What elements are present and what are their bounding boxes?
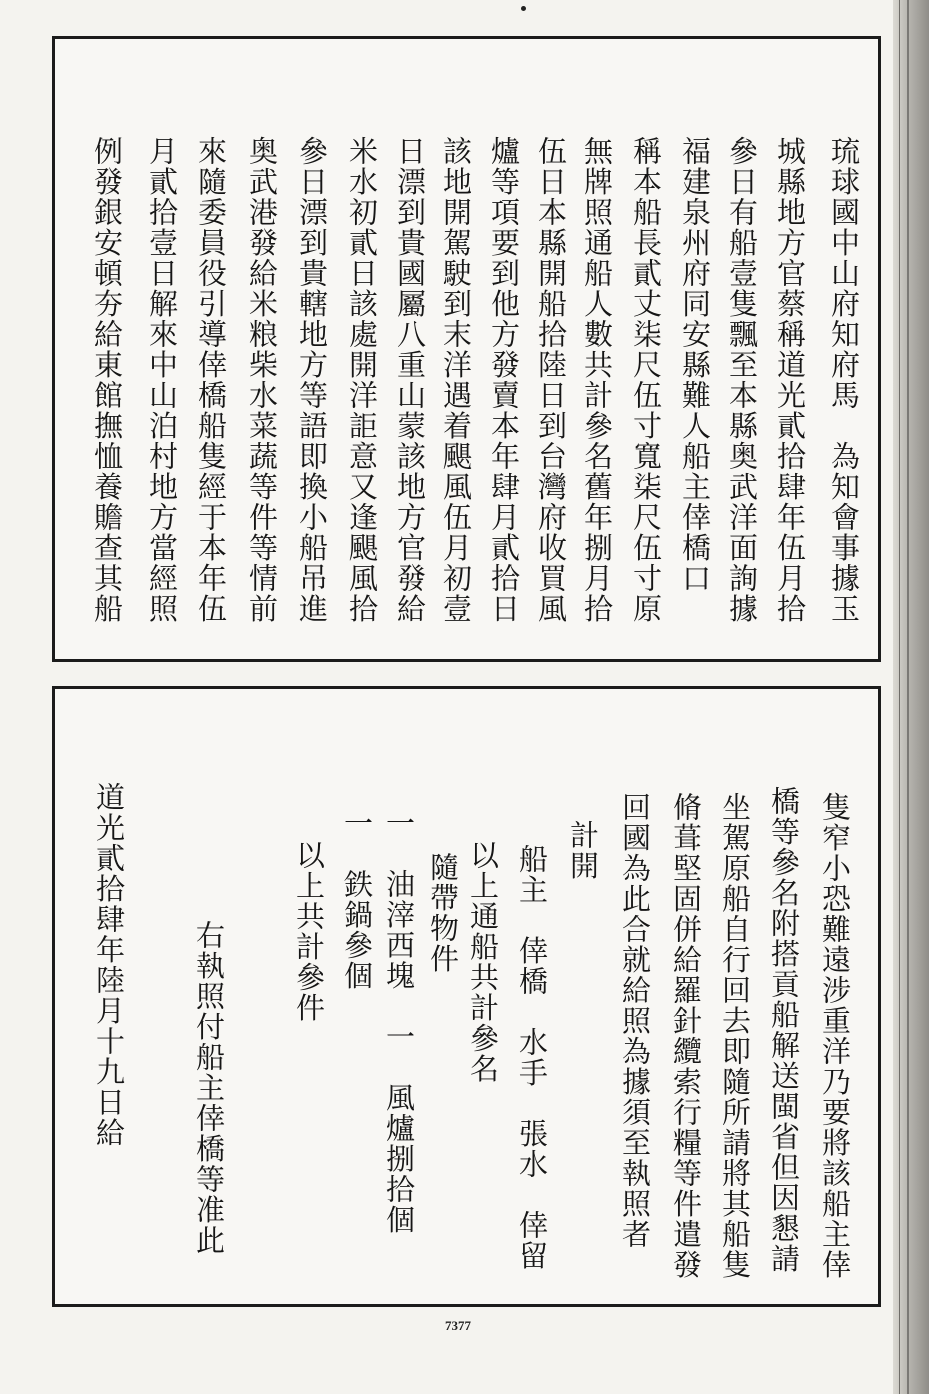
text-column: 奥武港發給米粮柴水菜蔬等件等情前 <box>245 136 279 624</box>
scan-binding-edge <box>893 0 929 1394</box>
text-column: 脩葺堅固併給羅針纜索行糧等件遣發 <box>669 792 703 1280</box>
cargo-line: 一 油滓西塊 一 風爐捌拾個 <box>382 808 416 1235</box>
text-column: 橋等參名附搭貢船解送閩省但因懇請 <box>767 786 801 1274</box>
cargo-heading: 隨帶物件 <box>426 852 460 974</box>
page-number: 7377 <box>445 1318 471 1333</box>
date-line: 道光貳拾肆年陸月十九日給 <box>92 782 126 1148</box>
text-column: 月貳拾壹日解來中山泊村地方當經照 <box>145 136 179 624</box>
cargo-total: 以上共計參件 <box>292 840 326 1023</box>
text-column: 日漂到貴國屬八重山蒙該地方官發給 <box>393 136 427 624</box>
text-column: 回國為此合就給照為據須至執照者 <box>618 792 652 1250</box>
text-column: 福建泉州府同安縣難人船主倖橋口 <box>678 136 712 594</box>
text-column: 該地開駕駛到末洋遇着颶風伍月初壹 <box>439 136 473 624</box>
text-column: 稱本船長貳丈柒尺伍寸寬柒尺伍寸原 <box>629 136 663 624</box>
crew-total: 以上通船共計參名 <box>466 840 500 1084</box>
text-column: 例發銀安頓夯給東館撫恤養贍查其船 <box>90 136 124 624</box>
text-column: 城縣地方官蔡稱道光貳拾肆年伍月拾 <box>773 136 807 624</box>
text-column: 爐等項要到他方發賣本年肆月貳拾日 <box>487 136 521 624</box>
text-column: 伍日本縣開船拾陸日到台灣府收買風 <box>534 136 568 624</box>
ink-dot <box>521 6 526 11</box>
text-column: 坐駕原船自行回去即隨所請將其船隻 <box>718 792 752 1280</box>
text-column: 琉球國中山府知府馬 為知會事據玉 <box>827 136 861 624</box>
text-column: 無牌照通船人數共計參名舊年捌月拾 <box>580 136 614 624</box>
text-column: 參日有船壹隻飄至本縣奥武洋面詢據 <box>725 136 759 624</box>
list-heading: 計開 <box>566 820 600 881</box>
text-column: 隻窄小恐難遠涉重洋乃要將該船主倖 <box>818 792 852 1280</box>
text-column: 米水初貳日該處開洋詎意又逢颶風拾 <box>345 136 379 624</box>
text-column: 來隨委員役引導倖橋船隻經于本年伍 <box>194 136 228 624</box>
text-column: 參日漂到貴轄地方等語即換小船吊進 <box>295 136 329 624</box>
closing-line: 右執照付船主倖橋等准此 <box>192 920 226 1256</box>
crew-list: 船主 倖橋 水手 張水 倖留 <box>515 844 549 1271</box>
cargo-line: 一 鉄鍋參個 <box>340 808 374 991</box>
